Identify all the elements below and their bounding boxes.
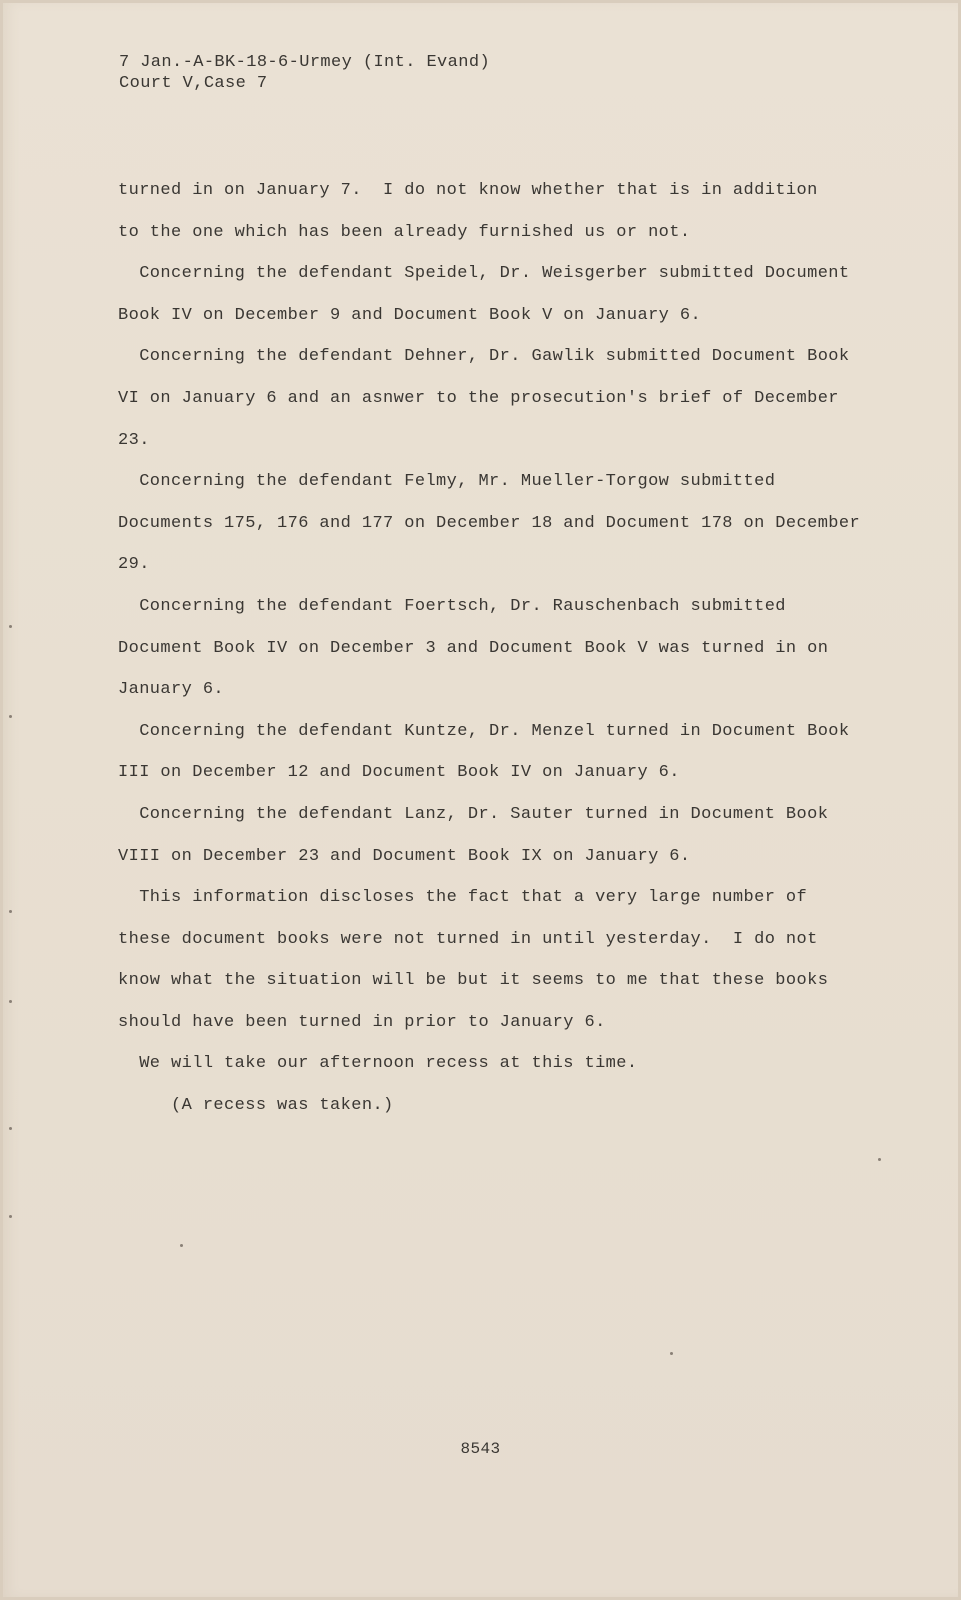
- paper-speck: [9, 910, 12, 913]
- transcript-line: This information discloses the fact that a very large number of: [118, 888, 808, 908]
- paper-speck: [9, 1127, 12, 1130]
- paper-speck: [670, 1352, 673, 1355]
- transcript-line: (A recess was taken.): [118, 1096, 394, 1116]
- paper-speck: [9, 1000, 12, 1003]
- transcript-line: to the one which has been already furnished us or not.: [118, 222, 691, 242]
- paper-speck: [9, 1215, 12, 1218]
- transcript-line: Concerning the defendant Felmy, Mr. Mueller-Torgow submitted: [118, 472, 776, 492]
- header-reference-line: 7 Jan.-A-BK-18-6-Urmey (Int. Evand): [119, 53, 491, 72]
- transcript-line: 23.: [118, 430, 150, 450]
- document-header: [119, 52, 490, 94]
- transcript-line: Concerning the defendant Lanz, Dr. Sauter turned in Document Book: [118, 804, 829, 824]
- paper-speck: [878, 1158, 881, 1161]
- transcript-line: We will take our afternoon recess at this time.: [118, 1054, 638, 1074]
- transcript-line: Book IV on December 9 and Document Book V on January 6.: [118, 305, 702, 325]
- transcript-line: Documents 175, 176 and 177 on December 18 and Document 178 on December: [118, 513, 861, 533]
- header-court-line: Court V,Case 7: [119, 74, 268, 93]
- transcript-line: know what the situation will be but it seems to me that these books: [118, 971, 829, 991]
- transcript-line: Document Book IV on December 3 and Document Book V was turned in on: [118, 638, 829, 658]
- transcript-line: VI on January 6 and an asnwer to the prosecution's brief of December: [118, 388, 839, 408]
- transcript-line: Concerning the defendant Speidel, Dr. Weisgerber submitted Document: [118, 264, 850, 284]
- transcript-line: January 6.: [118, 680, 225, 700]
- transcript-line: these document books were not turned in until yesterday. I do not: [118, 929, 818, 949]
- transcript-line: turned in on January 7. I do not know whether that is in addition: [118, 181, 818, 200]
- transcript-line: Concerning the defendant Kuntze, Dr. Menzel turned in Document Book: [118, 721, 850, 741]
- transcript-line: should have been turned in prior to January 6.: [118, 1012, 606, 1032]
- transcript-line: Concerning the defendant Foertsch, Dr. Rauschenbach submitted: [118, 596, 786, 616]
- transcript-line: 29.: [118, 555, 150, 575]
- transcript-body: [118, 178, 861, 1135]
- paper-speck: [180, 1244, 183, 1247]
- transcript-line: VIII on December 23 and Document Book IX on January 6.: [118, 846, 691, 866]
- paper-speck: [9, 715, 12, 718]
- page-number: 8543: [460, 1440, 501, 1458]
- transcript-line: Concerning the defendant Dehner, Dr. Gawlik submitted Document Book: [118, 347, 850, 367]
- transcript-line: III on December 12 and Document Book IV on January 6.: [118, 763, 680, 783]
- paper-speck: [9, 625, 12, 628]
